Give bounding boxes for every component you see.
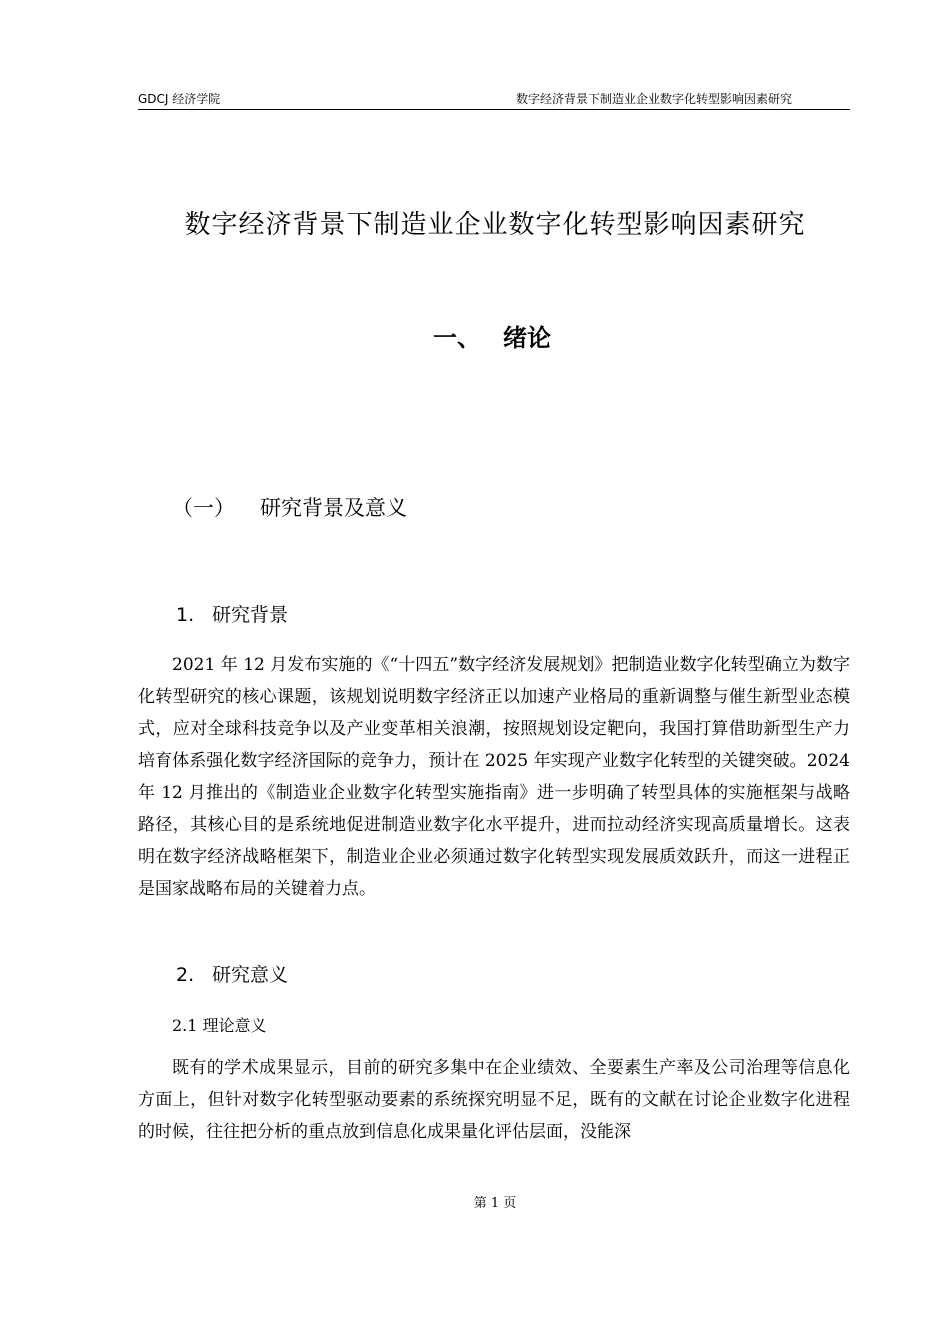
chapter-number: 一、 (433, 324, 481, 352)
section-title: 研究背景及意义 (260, 496, 407, 520)
chapter-heading (433, 318, 551, 353)
subsection-heading-significance (176, 960, 288, 987)
header-institution: GDCJ 经济学院 (138, 92, 221, 106)
subsection-number: 1. (176, 604, 195, 626)
subsection-heading-background (176, 600, 288, 627)
subsection-title: 研究背景 (212, 604, 289, 626)
subsection-number: 2. (176, 964, 195, 986)
chapter-title: 绪论 (503, 324, 551, 352)
page-number: 第 1 页 (473, 1196, 517, 1211)
document-title: 数字经济背景下制造业企业数字化转型影响因素研究 (184, 210, 806, 240)
section-number: （一） (172, 496, 235, 520)
section-heading (172, 492, 407, 522)
subsubsection-heading: 2.1 理论意义 (172, 1016, 267, 1035)
header-divider (138, 109, 850, 110)
subsection-title: 研究意义 (212, 964, 289, 986)
paragraph-theory: 既有的学术成果显示，目前的研究多集中在企业绩效、全要素生产率及公司治理等信息化方面上，但针对数字化转型驱动要素的系统探究明显不足，既有的文献在讨论企业数字化进程的时候，往往把分析的重点放到信息化成果量化评估层面，没能深 (138, 1058, 850, 1142)
header-running-title: 数字经济背景下制造业企业数字化转型影响因素研究 (515, 92, 792, 106)
page-header (138, 88, 850, 110)
paragraph-background: 2021 年 12 月发布实施的《“十四五”数字经济发展规划》把制造业数字化转型确立为数字化转型研究的核心课题，该规划说明数字经济正以加速产业格局的重新调整与催生新型业态模式，应对全球科技竞争以及产业变革相关浪潮，按照规划设定靶向，我国打算借助新型生产力培育体系强化数字经济国际的竞争力，预计在 2025 年实现产业数字化转型的关键突破。2024 年 12 月推出的《制造业企业数字化转型实施指南》进一步明确了转型具体的实施框架与战略路径，其核心目的是系统地促进制造业数字化水平提升，进而拉动经济实现高质量增长。这表明在数字经济战略框架下，制造业企业必须通过数字化转型实现发展质效跃升，而这一进程正是国家战略布局的关键着力点。 (138, 655, 850, 899)
